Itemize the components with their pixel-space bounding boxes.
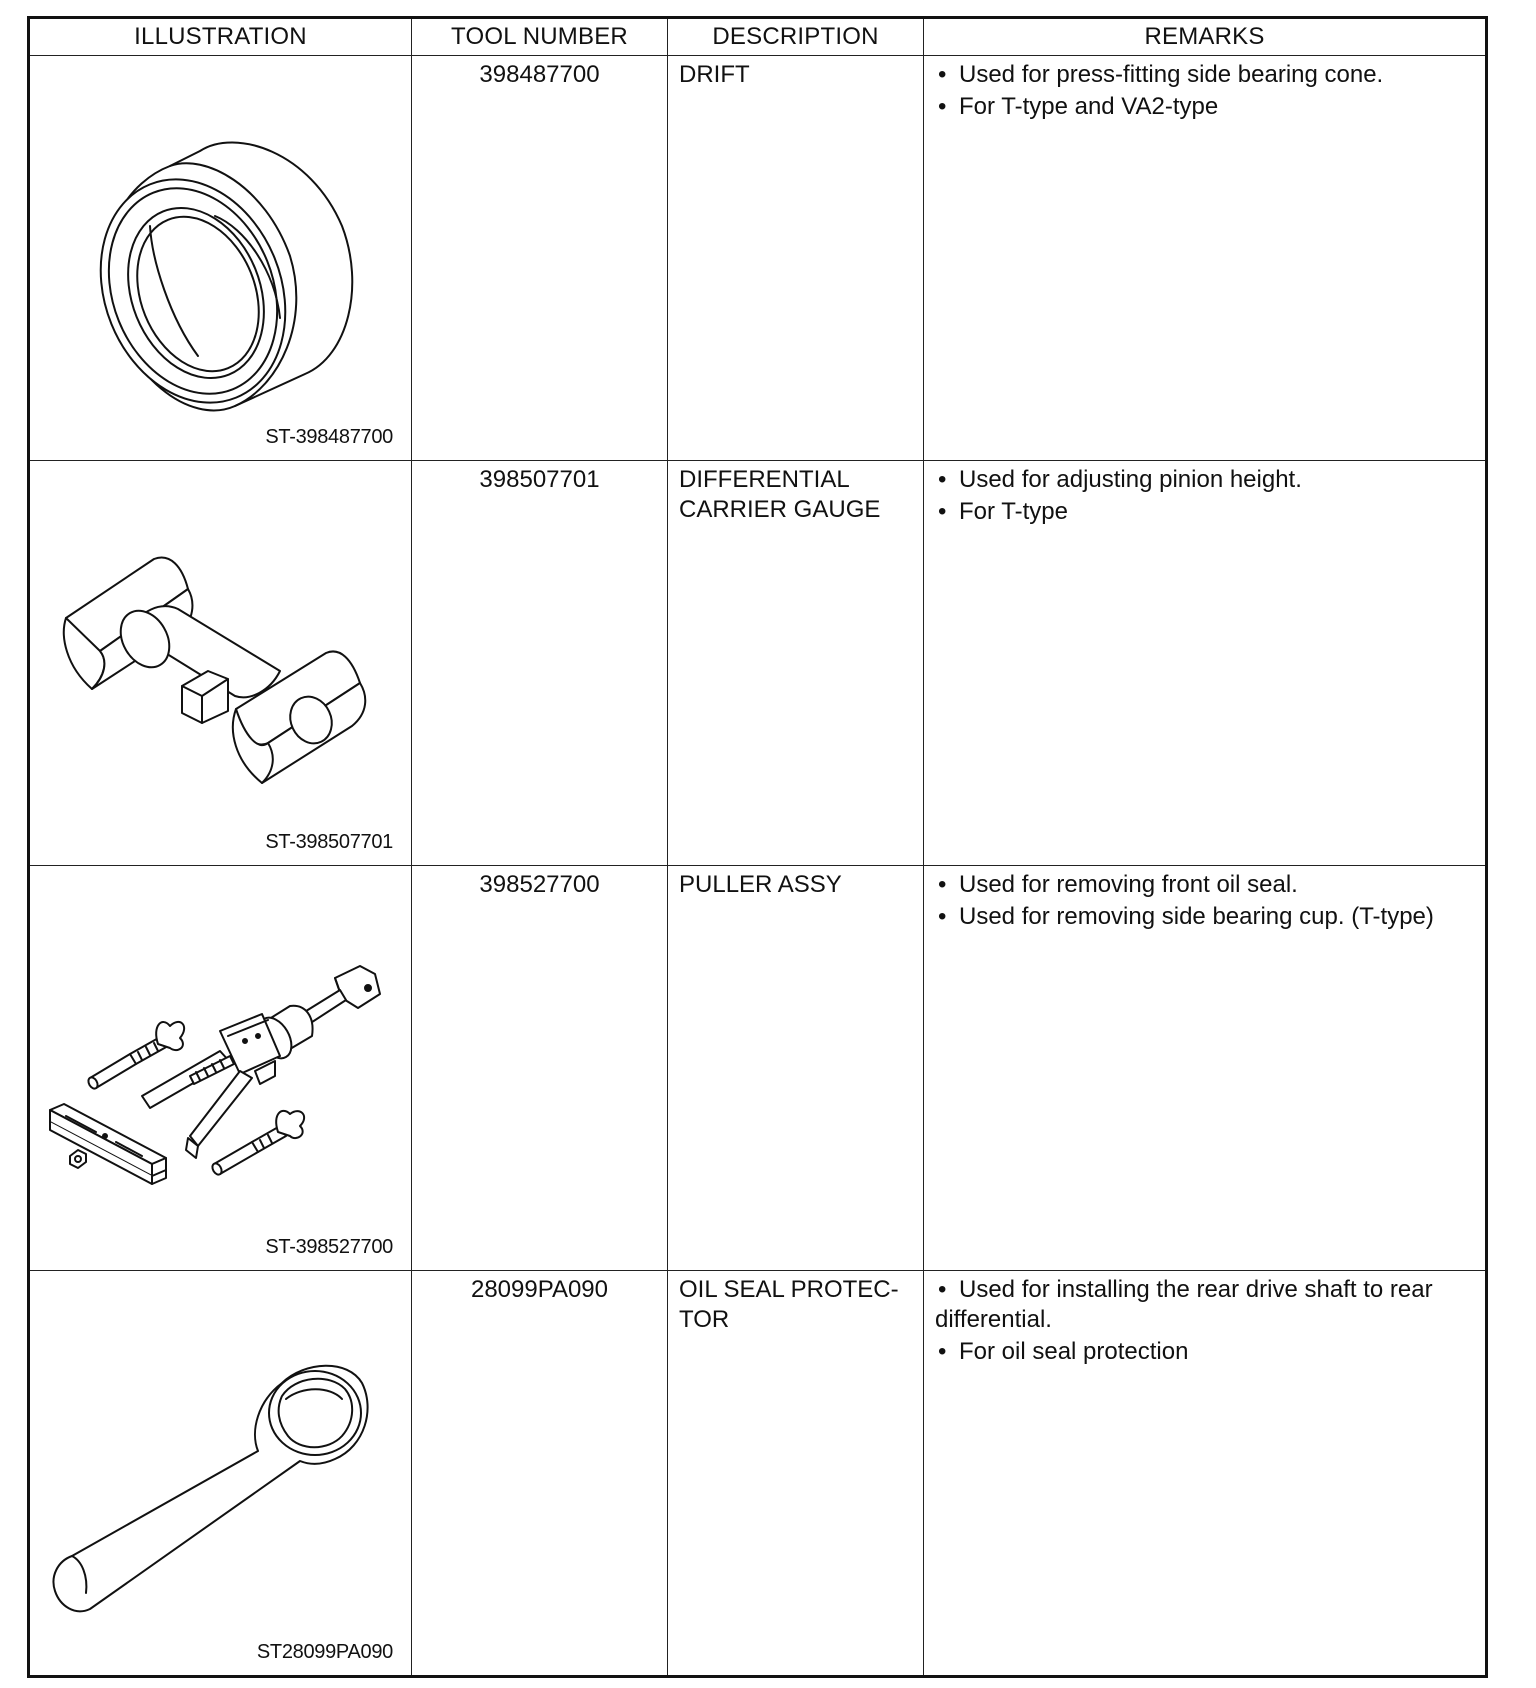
illustration-cell bbox=[29, 461, 412, 866]
header-tool-number: TOOL NUMBER bbox=[412, 18, 668, 56]
table-row bbox=[29, 461, 1487, 866]
carrier-gauge-icon bbox=[30, 461, 413, 861]
tool-number: 398487700 bbox=[412, 56, 668, 461]
table-row bbox=[29, 56, 1487, 461]
image-code: ST28099PA090 bbox=[256, 1641, 393, 1663]
tool-description: PULLER ASSY bbox=[668, 866, 924, 1271]
tool-number: 28099PA090 bbox=[412, 1271, 668, 1677]
table-row bbox=[29, 1271, 1487, 1677]
remark-item: • Used for removing side bearing cup. (T-type) bbox=[935, 902, 1475, 932]
remark-item: • Used for removing front oil seal. bbox=[935, 870, 1475, 900]
header-row bbox=[29, 18, 1487, 56]
header-description: DESCRIPTION bbox=[668, 18, 924, 56]
remarks-cell bbox=[924, 56, 1487, 461]
drift-ring-icon bbox=[30, 56, 413, 456]
header-remarks: REMARKS bbox=[924, 18, 1487, 56]
tool-description: OIL SEAL PROTEC-TOR bbox=[668, 1271, 924, 1677]
remark-item: • For T-type bbox=[935, 497, 1475, 527]
header-illustration: ILLUSTRATION bbox=[29, 18, 412, 56]
illustration-cell bbox=[29, 1271, 412, 1677]
tool-description: DRIFT bbox=[668, 56, 924, 461]
puller-assy-icon bbox=[30, 866, 413, 1266]
image-code: ST-398487700 bbox=[265, 426, 393, 448]
remark-item: • Used for installing the rear drive shaft to rear differential. bbox=[935, 1275, 1475, 1335]
table-row bbox=[29, 866, 1487, 1271]
remark-item: • For T-type and VA2-type bbox=[935, 92, 1475, 122]
tool-number: 398507701 bbox=[412, 461, 668, 866]
illustration-cell bbox=[29, 866, 412, 1271]
remark-item: • For oil seal protection bbox=[935, 1337, 1475, 1367]
image-code: ST-398507701 bbox=[265, 831, 393, 853]
remarks-cell bbox=[924, 866, 1487, 1271]
remark-item: • Used for adjusting pinion height. bbox=[935, 465, 1475, 495]
oil-seal-protector-icon bbox=[30, 1271, 413, 1671]
image-code: ST-398527700 bbox=[265, 1236, 393, 1258]
remarks-cell bbox=[924, 1271, 1487, 1677]
illustration-cell bbox=[29, 56, 412, 461]
remarks-cell bbox=[924, 461, 1487, 866]
tool-description: DIFFERENTIAL CARRIER GAUGE bbox=[668, 461, 924, 866]
remark-item: • Used for press-fitting side bearing cone. bbox=[935, 60, 1475, 90]
special-tools-table bbox=[27, 16, 1488, 1678]
tool-number: 398527700 bbox=[412, 866, 668, 1271]
